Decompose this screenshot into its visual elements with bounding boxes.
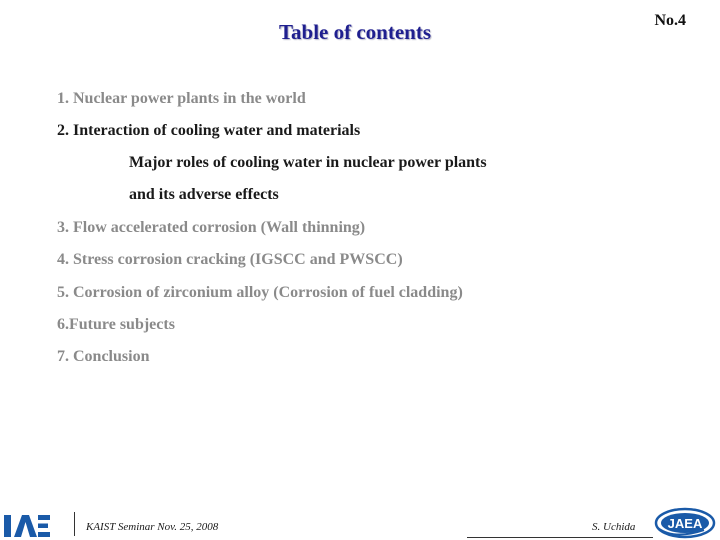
svg-text:JAEA: JAEA xyxy=(667,516,703,531)
toc-item-1: 1. Nuclear power plants in the world xyxy=(57,90,306,107)
toc-item-7: 7. Conclusion xyxy=(57,348,150,365)
toc-item-6: 6.Future subjects xyxy=(57,316,175,333)
toc-subitem-2-line-1: Major roles of cooling water in nuclear power plants xyxy=(129,154,487,171)
footer-divider-left xyxy=(74,512,75,536)
page-title: Table of contents xyxy=(278,20,432,44)
page-number: No.4 xyxy=(654,12,686,29)
footer-event-text: KAIST Seminar Nov. 25, 2008 xyxy=(86,521,219,533)
toc-item-3: 3. Flow accelerated corrosion (Wall thinning) xyxy=(57,219,366,236)
toc-subitem-2-line-2: and its adverse effects xyxy=(129,186,279,203)
toc-item-2: 2. Interaction of cooling water and materials xyxy=(57,122,361,139)
toc-item-4: 4. Stress corrosion cracking (IGSCC and PWSCC) xyxy=(57,251,403,268)
jaea-logo-icon xyxy=(654,506,716,540)
toc-item-5: 5. Corrosion of zirconium alloy (Corrosion of fuel cladding) xyxy=(57,284,463,301)
footer-author: S. Uchida xyxy=(592,521,636,533)
footer-divider-bottom xyxy=(467,537,653,538)
iae-logo-icon xyxy=(2,512,52,539)
